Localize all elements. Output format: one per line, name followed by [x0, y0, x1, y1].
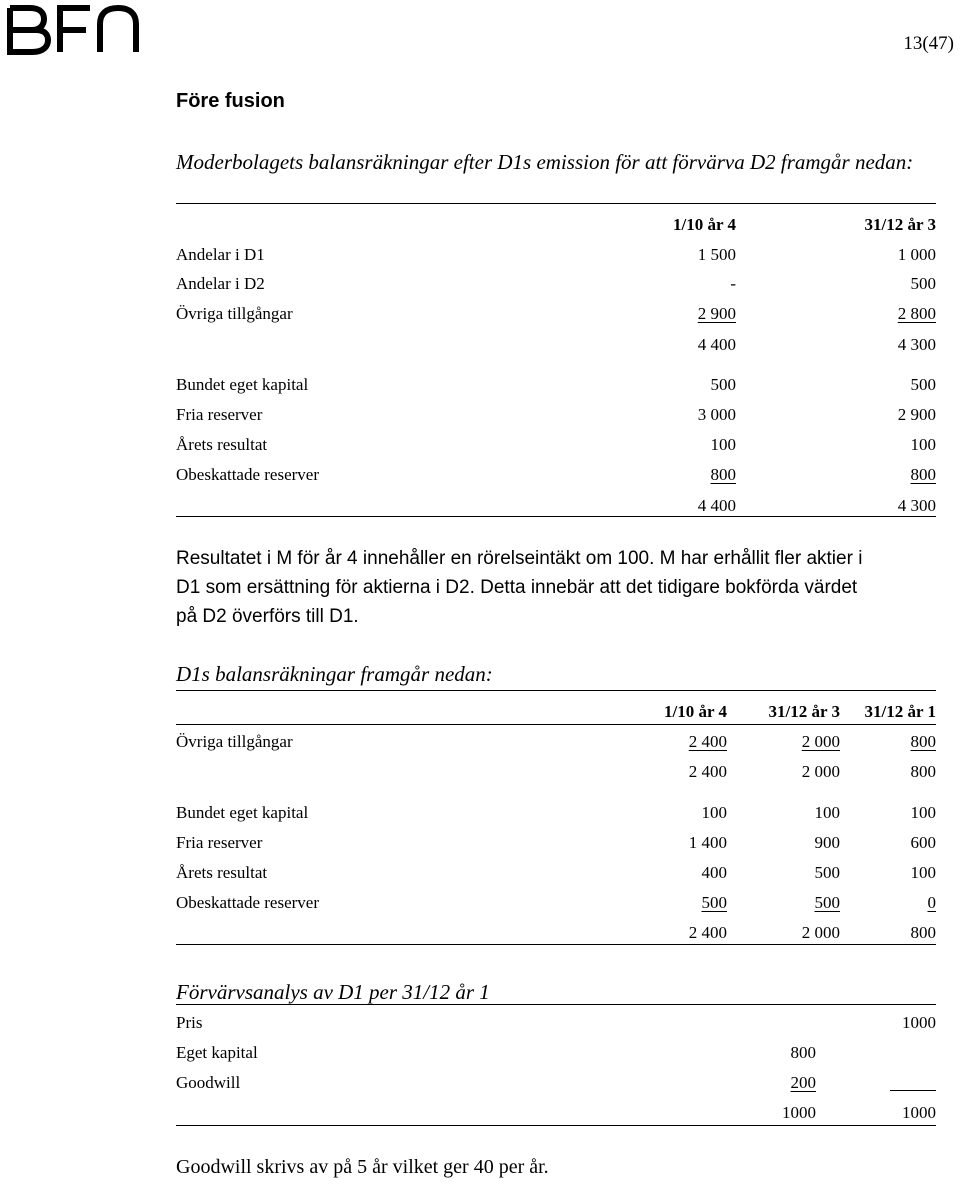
cell: 2 900 [897, 405, 936, 424]
total-cell: 4 300 [897, 335, 936, 354]
total-cell: 2 400 [688, 923, 727, 942]
cell: 100 [910, 863, 936, 882]
total-cell: 2 400 [688, 762, 727, 781]
row-label: Goodwill [176, 1073, 241, 1092]
row-label: Pris [176, 1013, 203, 1032]
table2-header-rule [176, 724, 936, 725]
footer-text: Goodwill skrivs av på 5 år vilket ger 40 per år. [176, 1156, 549, 1178]
cell: 800 [910, 732, 936, 751]
cell: 800 [790, 1043, 816, 1062]
paragraph-line: Resultatet i M för år 4 innehåller en rörelseintäkt om 100. M har erhållit fler aktier i [176, 548, 863, 569]
row-label: Bundet eget kapital [176, 803, 309, 822]
cell: 800 [710, 465, 736, 484]
table2-bottom-rule [176, 944, 936, 945]
cell: 500 [910, 375, 936, 394]
cell: 0 [927, 893, 936, 912]
table2-col-header: 1/10 år 4 [664, 702, 727, 721]
bfn-logo [6, 4, 140, 56]
cell: 1000 [902, 1013, 936, 1032]
row-label: Årets resultat [176, 863, 268, 882]
table3-top-rule [176, 1004, 936, 1005]
cell: 1 000 [897, 245, 936, 264]
total-cell: 4 400 [697, 496, 736, 515]
total-cell: 800 [910, 762, 936, 781]
cell: 600 [910, 833, 936, 852]
cell: 1 500 [697, 245, 736, 264]
page-number: 13(47) [903, 33, 954, 54]
row-label: Fria reserver [176, 405, 263, 424]
total-cell: 1000 [902, 1103, 936, 1122]
row-label: Fria reserver [176, 833, 263, 852]
table1-bottom-rule [176, 516, 936, 517]
cell: - [730, 274, 736, 293]
row-label: Obeskattade reserver [176, 465, 320, 484]
table3-title: Förvärvsanalys av D1 per 31/12 år 1 [176, 980, 490, 1004]
total-cell: 2 000 [801, 923, 840, 942]
total-cell: 1000 [782, 1103, 816, 1122]
table2-title: D1s balansräkningar framgår nedan: [176, 662, 493, 686]
section-title: Före fusion [176, 90, 285, 112]
paragraph-line: på D2 överförs till D1. [176, 606, 359, 627]
cell: 500 [814, 893, 840, 912]
cell: 100 [910, 803, 936, 822]
explanation-paragraph [176, 544, 946, 631]
row-label: Övriga tillgångar [176, 732, 293, 751]
blank-underline [890, 1090, 936, 1091]
cell: 100 [710, 435, 736, 454]
total-cell: 800 [910, 923, 936, 942]
table2-top-rule [176, 690, 936, 691]
row-label: Andelar i D2 [176, 274, 265, 293]
row-label: Andelar i D1 [176, 245, 265, 264]
cell: 2 800 [897, 304, 936, 323]
cell: 100 [701, 803, 727, 822]
table3-bottom-rule [176, 1125, 936, 1126]
cell: 100 [910, 435, 936, 454]
cell: 2 400 [688, 732, 727, 751]
cell: 800 [910, 465, 936, 484]
cell: 2 900 [697, 304, 736, 323]
table1-top-rule [176, 203, 936, 204]
cell: 500 [910, 274, 936, 293]
table1-title: Moderbolagets balansräkningar efter D1s emission för att förvärva D2 framgår nedan: [176, 150, 914, 174]
cell: 2 000 [801, 732, 840, 751]
total-cell: 4 300 [897, 496, 936, 515]
total-cell: 2 000 [801, 762, 840, 781]
cell: 100 [814, 803, 840, 822]
table2-col-header: 31/12 år 3 [768, 702, 840, 721]
row-label: Bundet eget kapital [176, 375, 309, 394]
total-cell: 4 400 [697, 335, 736, 354]
row-label: Övriga tillgångar [176, 304, 293, 323]
cell: 1 400 [688, 833, 727, 852]
cell: 500 [710, 375, 736, 394]
cell: 400 [701, 863, 727, 882]
table2-col-header: 31/12 år 1 [864, 702, 936, 721]
row-label: Årets resultat [176, 435, 268, 454]
cell: 900 [814, 833, 840, 852]
cell: 3 000 [697, 405, 736, 424]
cell: 500 [701, 893, 727, 912]
table1-col-header: 1/10 år 4 [673, 215, 736, 234]
row-label: Eget kapital [176, 1043, 258, 1062]
cell: 500 [814, 863, 840, 882]
table1-col-header: 31/12 år 3 [864, 215, 936, 234]
paragraph-line: D1 som ersättning för aktierna i D2. Detta innebär att det tidigare bokförda värdet [176, 577, 858, 598]
cell: 200 [790, 1073, 816, 1092]
row-label: Obeskattade reserver [176, 893, 320, 912]
